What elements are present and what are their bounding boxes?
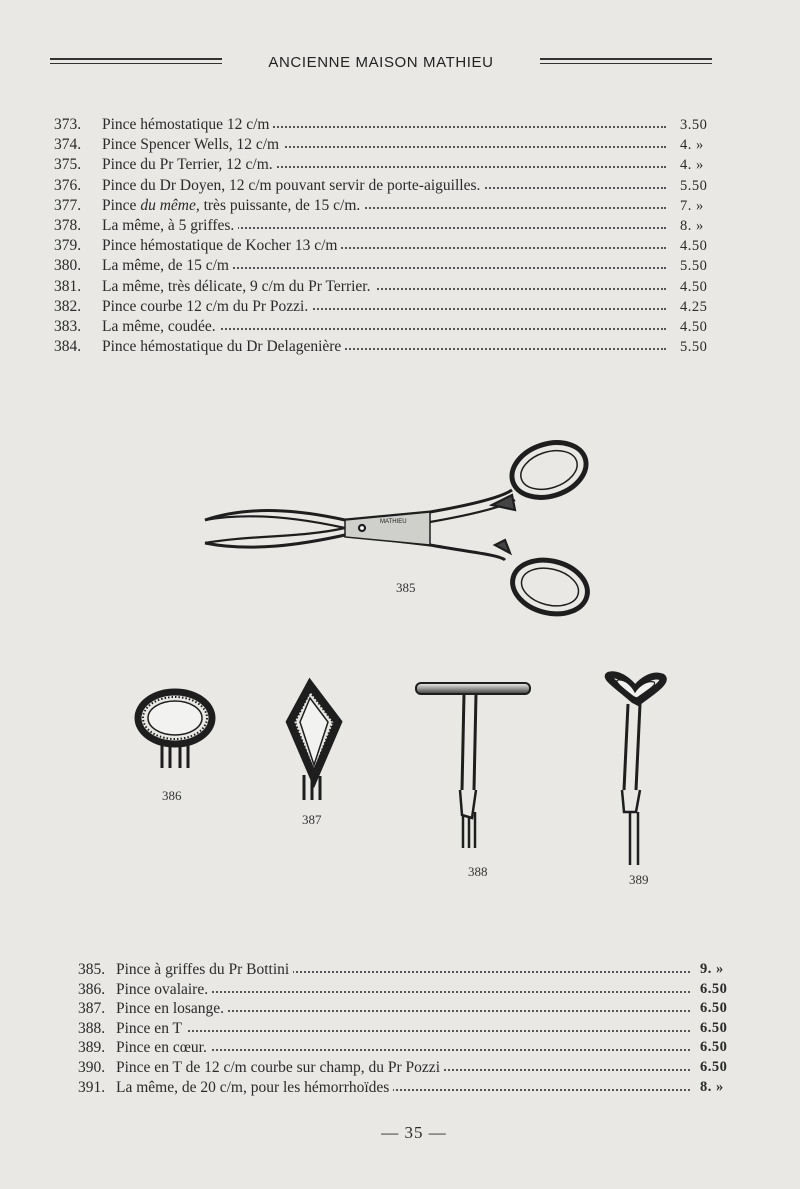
oval-forceps-386-illustration: [138, 692, 212, 768]
item-number: 389.: [78, 1039, 106, 1057]
item-number: 384.: [54, 338, 82, 356]
heart-forceps-389-illustration: [608, 675, 663, 865]
list-item: [78, 1019, 742, 1039]
item-description: La même, de 20 c/m, pour les hémorrhoïdes: [116, 1079, 393, 1096]
page-number: — 35 —: [381, 1123, 447, 1142]
item-description: Pince ovalaire.: [116, 981, 212, 998]
item-description: Pince du Pr Terrier, 12 c/m.: [102, 156, 277, 173]
figure-label-386: 386: [162, 788, 182, 803]
item-price: 4.50: [676, 277, 722, 297]
item-description: Pince hémostatique du Dr Delagenière: [102, 338, 345, 355]
item-price: 4.50: [676, 236, 722, 256]
item-number: 376.: [54, 176, 82, 194]
item-description: Pince courbe 12 c/m du Pr Pozzi.: [102, 298, 312, 315]
item-price: 9. »: [696, 960, 742, 980]
engraving-mark: MATHIEU: [380, 519, 407, 525]
item-description: La même, à 5 griffes.: [102, 217, 238, 234]
item-number: 388.: [78, 1019, 106, 1037]
item-number: 382.: [54, 297, 82, 315]
item-description: Pince à griffes du Pr Bottini: [116, 961, 293, 978]
item-price: 5.50: [676, 256, 722, 276]
item-price: 8. »: [696, 1078, 742, 1098]
item-description: La même, de 15 c/m: [102, 257, 233, 274]
item-number: 383.: [54, 317, 82, 335]
item-price: 6.50: [696, 1058, 742, 1078]
item-price: 7. »: [676, 196, 722, 216]
item-number: 387.: [78, 1000, 106, 1018]
item-number: 391.: [78, 1078, 106, 1096]
price-list-bottom: [78, 960, 742, 1097]
item-price: 8. »: [676, 216, 722, 236]
item-number: 380.: [54, 257, 82, 275]
item-number: 390.: [78, 1058, 106, 1076]
list-item: [78, 980, 742, 1000]
figure-label-388: 388: [468, 864, 488, 879]
item-description: Pince en cœur.: [116, 1039, 211, 1056]
item-price: 4.50: [676, 317, 722, 337]
item-price: 6.50: [696, 980, 742, 1000]
item-description: Pince en T de 12 c/m courbe sur champ, du Pr Pozzi: [116, 1059, 444, 1076]
desc-italic: du même,: [140, 196, 200, 214]
list-item: [78, 1078, 742, 1098]
item-price: 5.50: [676, 176, 722, 196]
item-price: 6.50: [696, 1038, 742, 1058]
item-description: Pince en T: [116, 1020, 186, 1037]
item-description: La même, très délicate, 9 c/m du Pr Terrier.: [102, 278, 375, 295]
figure-label-387: 387: [302, 812, 322, 827]
item-number: 374.: [54, 136, 82, 154]
item-number: 378.: [54, 216, 82, 234]
item-price: 6.50: [696, 1019, 742, 1039]
item-description: La même, coudée.: [102, 318, 220, 335]
item-price: 4. »: [676, 155, 722, 175]
item-price: 5.50: [676, 337, 722, 357]
item-number: 379.: [54, 237, 82, 255]
leader-dots: [116, 1030, 690, 1032]
item-price: 3.50: [676, 115, 722, 135]
item-number: 385.: [78, 961, 106, 978]
figure-label-389: 389: [629, 872, 649, 887]
item-description: Pince en losange.: [116, 1000, 228, 1017]
lozenge-forceps-387-illustration: [290, 685, 338, 800]
item-description: Pince du Dr Doyen, 12 c/m pouvant servir de porte-aiguilles.: [102, 177, 484, 194]
item-number: 386.: [78, 980, 106, 998]
item-price: 4. »: [676, 135, 722, 155]
item-number: 375.: [54, 156, 82, 174]
desc-prefix: Pince: [102, 196, 141, 214]
item-description: Pince hémostatique de Kocher 13 c/m: [102, 237, 341, 254]
t-forceps-388-illustration: [416, 683, 530, 848]
header-title: ANCIENNE MAISON MATHIEU: [268, 54, 494, 71]
item-number: 373.: [54, 116, 82, 133]
item-description: [102, 197, 364, 214]
item-price: 4.25: [676, 297, 722, 317]
list-item: [78, 960, 742, 980]
item-price: 6.50: [696, 999, 742, 1019]
item-description: Pince hémostatique 12 c/m: [102, 116, 273, 133]
desc-suffix: très puissante, de 15 c/m.: [199, 196, 361, 214]
item-description: Pince Spencer Wells, 12 c/m: [102, 136, 283, 153]
item-number: 381.: [54, 277, 82, 295]
list-item: [78, 1038, 742, 1058]
list-item: [78, 999, 742, 1019]
list-item: [78, 1058, 742, 1078]
item-number: 377.: [54, 196, 82, 214]
figure-label-385: 385: [396, 580, 416, 595]
